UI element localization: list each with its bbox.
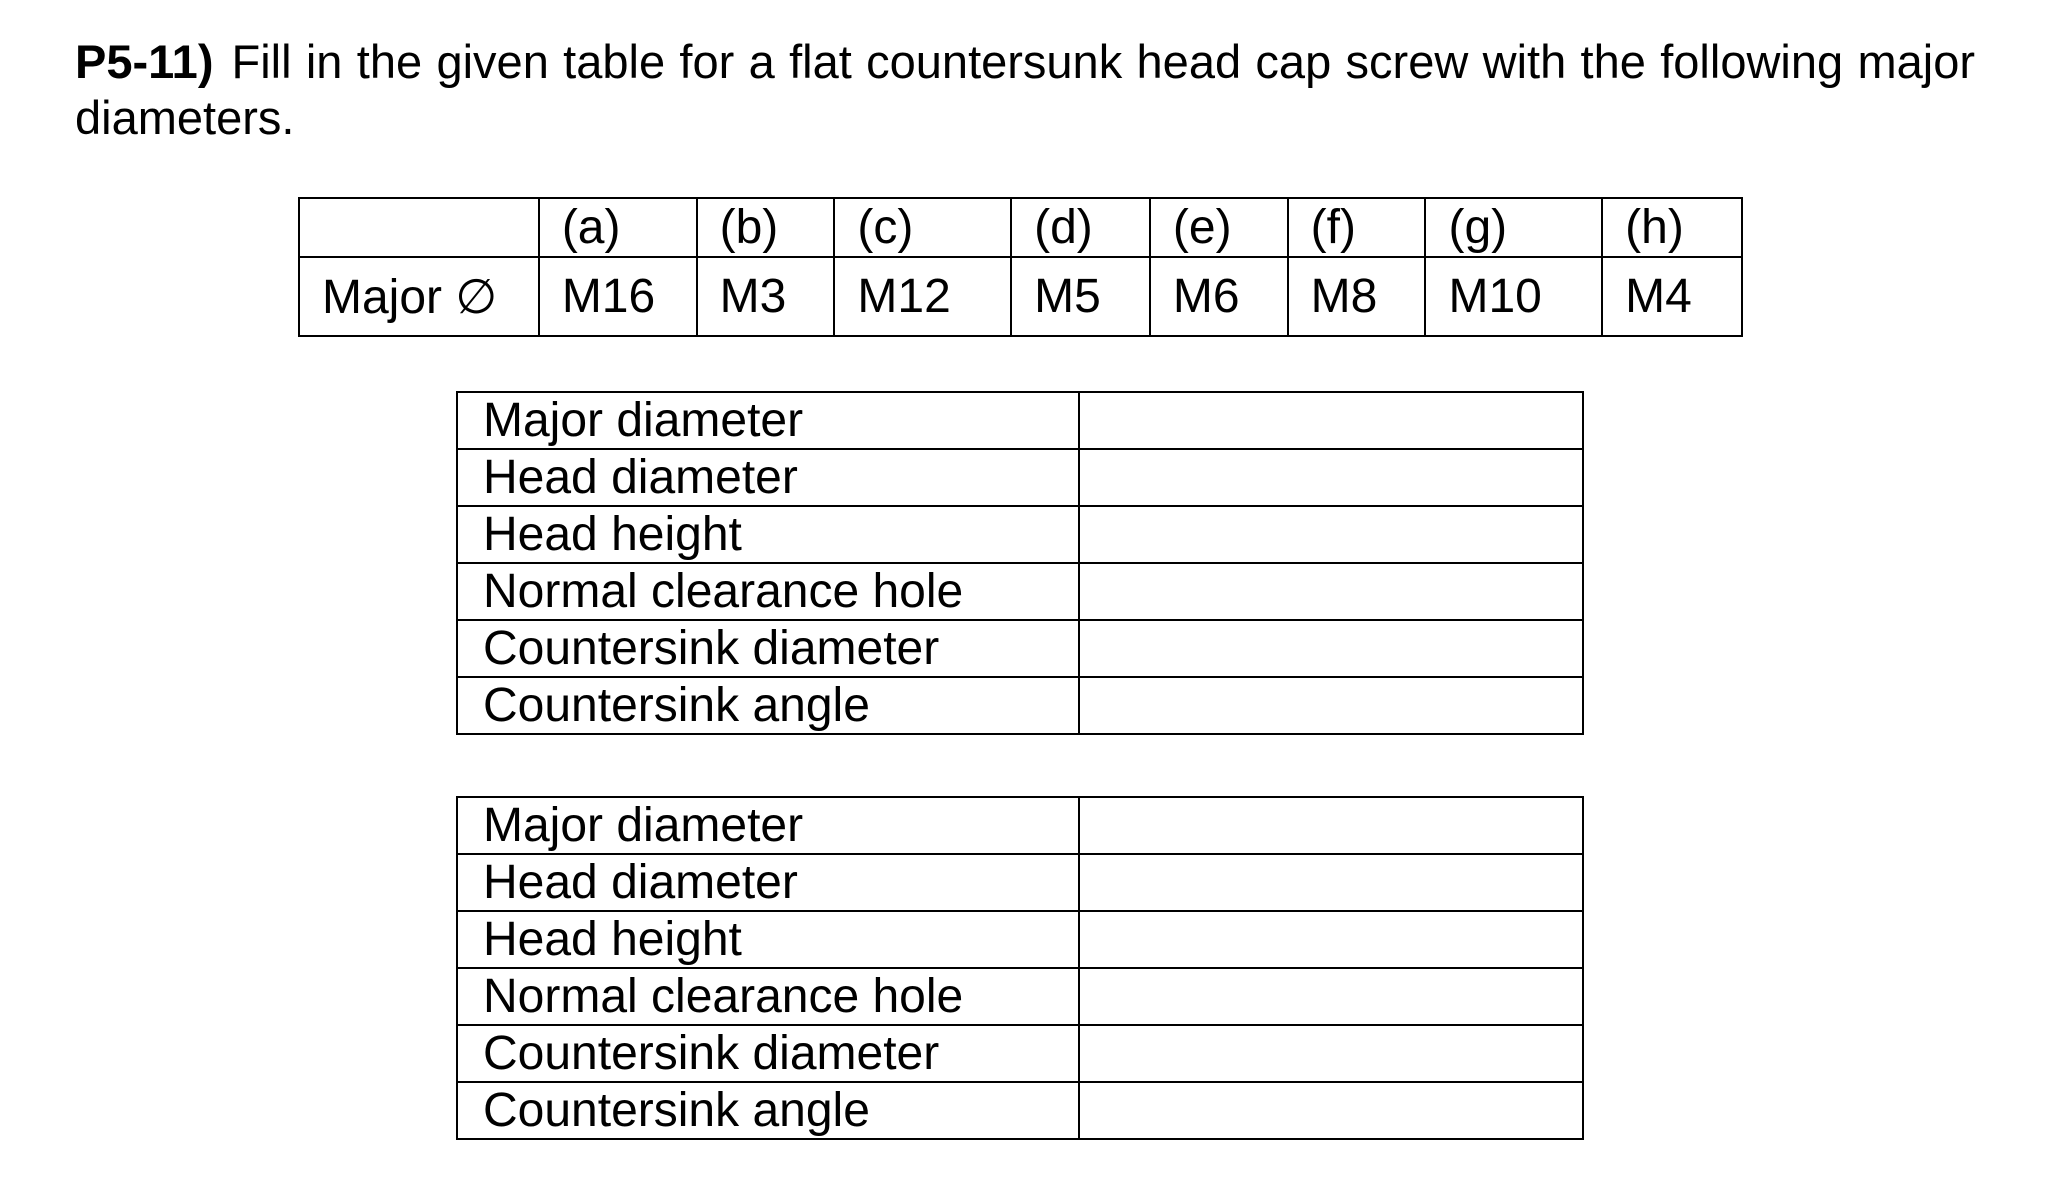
row-label: Countersink diameter <box>457 620 1079 677</box>
row-label: Head diameter <box>457 854 1079 911</box>
diameter-value: M6 <box>1150 257 1288 336</box>
answer-cell[interactable] <box>1079 911 1583 968</box>
row-label: Countersink angle <box>457 1082 1079 1139</box>
row-label: Normal clearance hole <box>457 563 1079 620</box>
diameter-letter: (f) <box>1288 198 1426 257</box>
table-row <box>457 620 1583 677</box>
table-row <box>457 854 1583 911</box>
table-row <box>457 677 1583 734</box>
table-row <box>457 1082 1583 1139</box>
answer-cell[interactable] <box>1079 854 1583 911</box>
problem-number: P5-11) <box>75 35 214 88</box>
diameter-value: M4 <box>1602 257 1742 336</box>
row-label: Head diameter <box>457 449 1079 506</box>
diameter-letter: (b) <box>697 198 835 257</box>
row-label: Countersink diameter <box>457 1025 1079 1082</box>
diameter-letter: (h) <box>1602 198 1742 257</box>
answer-cell[interactable] <box>1079 677 1583 734</box>
diameter-value: M5 <box>1011 257 1150 336</box>
row-label: Major diameter <box>457 392 1079 449</box>
diameter-letter: (d) <box>1011 198 1150 257</box>
diameter-value: M12 <box>834 257 1011 336</box>
fill-in-table-2 <box>456 796 1584 1140</box>
table-row <box>457 563 1583 620</box>
diameter-value: M10 <box>1425 257 1602 336</box>
table-row <box>457 506 1583 563</box>
answer-cell[interactable] <box>1079 392 1583 449</box>
row-label: Head height <box>457 911 1079 968</box>
table-row <box>457 449 1583 506</box>
diameter-value: M3 <box>697 257 835 336</box>
answer-cell[interactable] <box>1079 1082 1583 1139</box>
answer-cell[interactable] <box>1079 797 1583 854</box>
answer-cell[interactable] <box>1079 968 1583 1025</box>
diameter-value-row <box>299 257 1742 336</box>
diameter-corner-cell <box>299 198 539 257</box>
answer-cell[interactable] <box>1079 506 1583 563</box>
table-row <box>457 968 1583 1025</box>
table-row <box>457 797 1583 854</box>
table-row <box>457 911 1583 968</box>
answer-cell[interactable] <box>1079 563 1583 620</box>
diameter-value: M16 <box>539 257 697 336</box>
major-diameter-label: Major ∅ <box>299 257 539 336</box>
row-label: Major diameter <box>457 797 1079 854</box>
fill-in-table-1 <box>456 391 1584 735</box>
answer-cell[interactable] <box>1079 620 1583 677</box>
answer-cell[interactable] <box>1079 1025 1583 1082</box>
diameter-letter-row <box>299 198 1742 257</box>
diameter-letter: (e) <box>1150 198 1288 257</box>
diameter-value: M8 <box>1288 257 1426 336</box>
table-row <box>457 392 1583 449</box>
problem-statement <box>75 34 1975 146</box>
row-label: Countersink angle <box>457 677 1079 734</box>
answer-cell[interactable] <box>1079 449 1583 506</box>
diameter-letter: (g) <box>1425 198 1602 257</box>
diameter-letter: (a) <box>539 198 697 257</box>
row-label: Head height <box>457 506 1079 563</box>
problem-text: Fill in the given table for a flat countersunk head cap screw with the following major diameters. <box>75 35 1975 144</box>
table-row <box>457 1025 1583 1082</box>
major-diameter-table <box>298 197 1743 337</box>
diameter-letter: (c) <box>834 198 1011 257</box>
row-label: Normal clearance hole <box>457 968 1079 1025</box>
